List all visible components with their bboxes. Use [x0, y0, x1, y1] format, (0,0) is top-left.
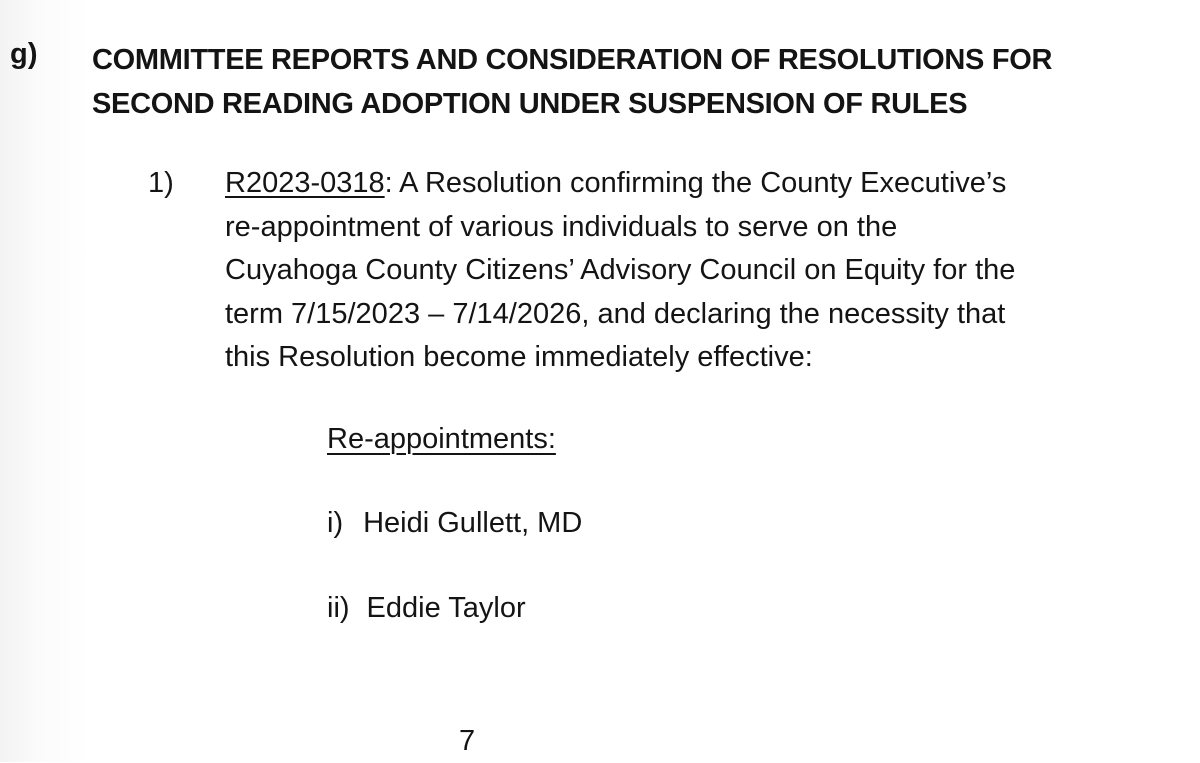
reappointment-marker: ii)	[327, 592, 350, 624]
resolution-id: R2023-0318	[225, 167, 385, 199]
page-number: 7	[459, 725, 476, 757]
item-number: 1)	[148, 167, 174, 199]
section-title-line: COMMITTEE REPORTS AND CONSIDERATION OF RESOLUTIONS FOR	[92, 44, 1053, 76]
resolution-text-line: term 7/15/2023 – 7/14/2026, and declaring the necessity that	[225, 297, 1006, 330]
resolution-text-line: re-appointment of various individuals to serve on the	[225, 210, 898, 243]
section-title-line: SECOND READING ADOPTION UNDER SUSPENSION OF RULES	[92, 88, 968, 120]
reappointment-marker: i)	[327, 507, 344, 539]
section-label: g)	[10, 38, 38, 70]
resolution-first-line	[225, 162, 1175, 206]
reappointment-name: Eddie Taylor	[366, 592, 526, 624]
reappointments-heading: Re-appointments:	[327, 423, 556, 455]
reappointment-name: Heidi Gullett, MD	[363, 507, 583, 539]
resolution-text-first: : A Resolution confirming the County Executive’s	[384, 167, 1007, 199]
reappointment-item	[327, 502, 582, 545]
reappointment-item	[327, 587, 526, 630]
resolution-text-line: this Resolution become immediately effective:	[225, 341, 813, 373]
section-title	[92, 38, 1172, 126]
resolution-text	[225, 162, 1175, 380]
resolution-text-line: Cuyahoga County Citizens’ Advisory Council on Equity for the	[225, 254, 1016, 286]
